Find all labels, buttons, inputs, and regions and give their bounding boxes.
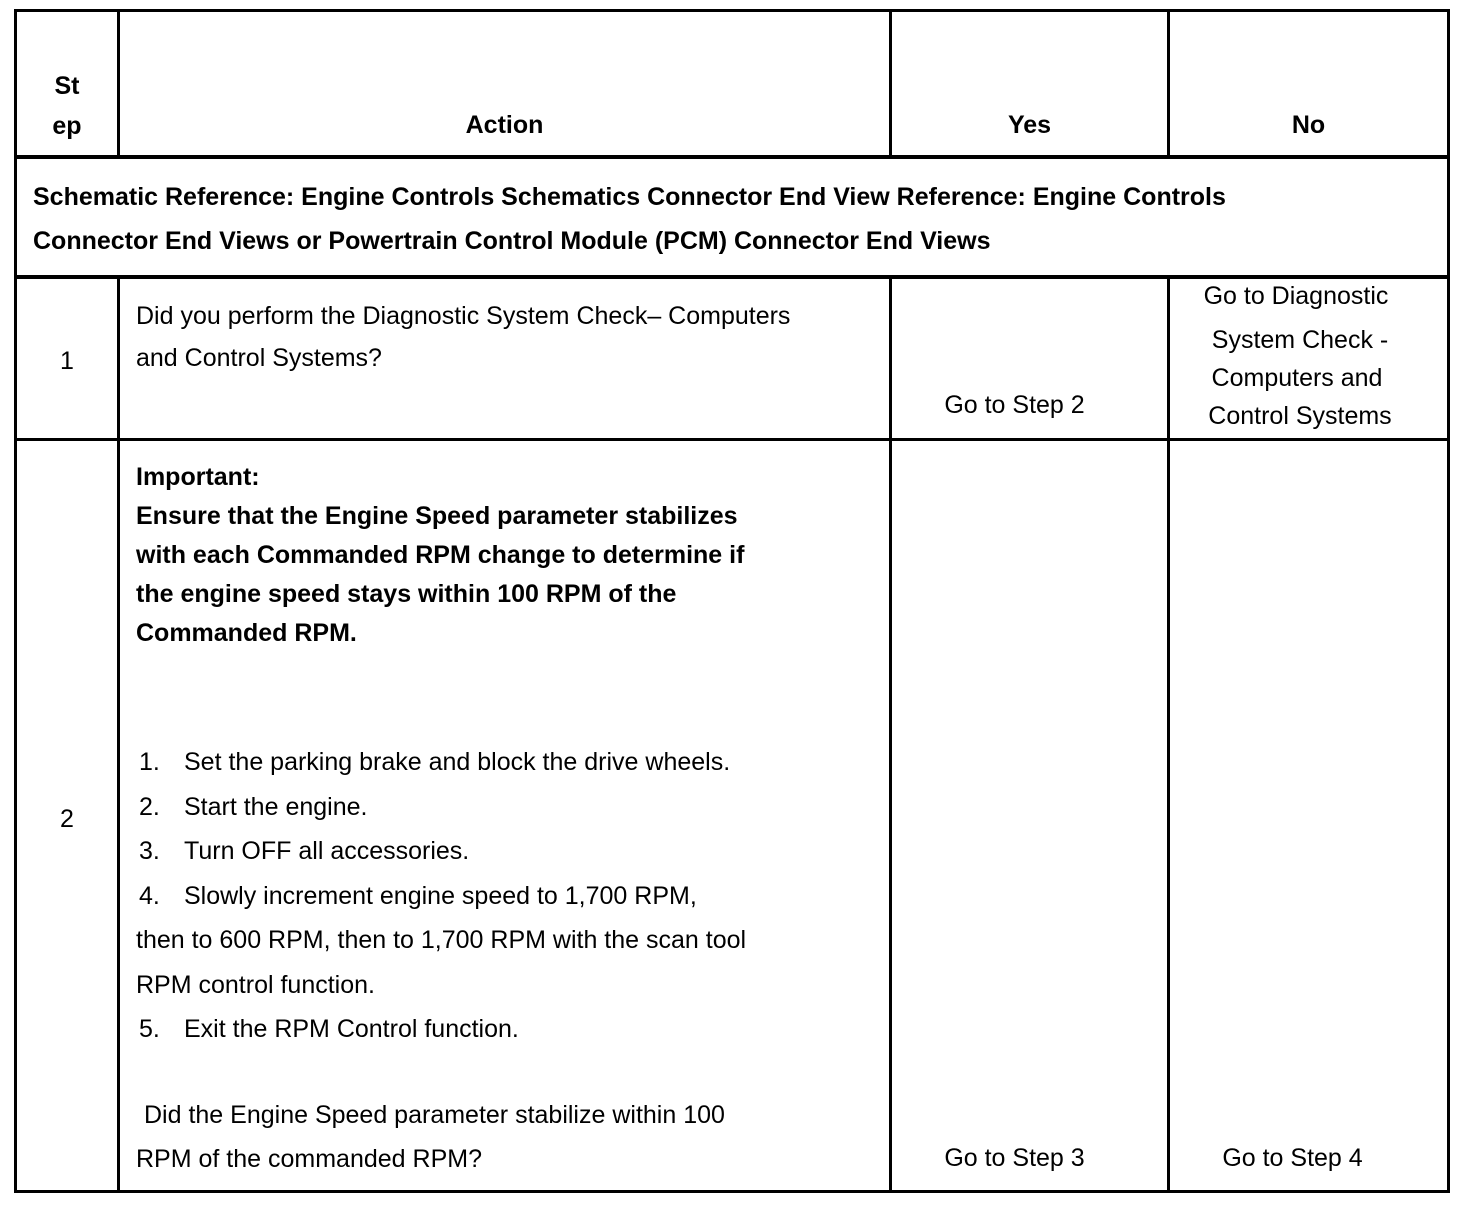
row1-no bbox=[1170, 276, 1430, 436]
row1-no-line: Computers and bbox=[1211, 364, 1383, 392]
header-no: No bbox=[1291, 111, 1326, 139]
col-divider-step bbox=[117, 277, 120, 1190]
row2-step: 2 bbox=[60, 805, 74, 833]
header-step-line1: St bbox=[54, 72, 80, 100]
procedure-step-text: Slowly increment engine speed to 1,700 RPM, bbox=[184, 881, 697, 910]
important-line: with each Commanded RPM change to determine if bbox=[136, 541, 745, 569]
important-label: Important: bbox=[136, 463, 260, 491]
diagnostic-table bbox=[14, 9, 1450, 1193]
important-line: Ensure that the Engine Speed parameter stabilizes bbox=[136, 502, 738, 530]
reference-line1: Schematic Reference: Engine Controls Schematics Connector End View Reference: Engine Controls bbox=[33, 183, 1226, 211]
reference-line2: Connector End Views or Powertrain Control Module (PCM) Connector End Views bbox=[33, 227, 991, 255]
procedure-continuation: RPM control function. bbox=[136, 970, 375, 999]
row1-no-line: Go to Diagnostic bbox=[1203, 282, 1389, 310]
procedure-step-number: 5. bbox=[139, 1015, 160, 1043]
row1-action bbox=[136, 295, 790, 379]
row1-action-line: and Control Systems? bbox=[136, 344, 382, 372]
procedure-step-number: 3. bbox=[139, 837, 160, 865]
row1-yes: Go to Step 2 bbox=[944, 391, 1085, 419]
procedure-step-number: 2. bbox=[139, 792, 160, 821]
row2-no: Go to Step 4 bbox=[1222, 1144, 1363, 1172]
row1-no-line: System Check - bbox=[1211, 326, 1389, 354]
important-line: the engine speed stays within 100 RPM of the bbox=[136, 580, 677, 608]
procedure-step-text: Start the engine. bbox=[184, 792, 368, 821]
row1-step: 1 bbox=[60, 347, 74, 375]
row1-divider bbox=[17, 438, 1447, 441]
important-line: Commanded RPM. bbox=[136, 619, 357, 647]
row2-important bbox=[136, 458, 744, 653]
procedure-step bbox=[136, 874, 746, 919]
question-line: RPM of the commanded RPM? bbox=[136, 1145, 482, 1173]
question-line: Did the Engine Speed parameter stabilize within 100 bbox=[144, 1101, 725, 1129]
procedure-continuation: then to 600 RPM, then to 1,700 RPM with the scan tool bbox=[136, 926, 747, 954]
header-step bbox=[17, 66, 117, 146]
header-step-line2: ep bbox=[52, 112, 82, 140]
procedure-step bbox=[136, 740, 746, 785]
row1-action-line: Did you perform the Diagnostic System Check– Computers bbox=[136, 302, 791, 330]
row2-question bbox=[136, 1093, 725, 1181]
header-divider bbox=[17, 155, 1447, 159]
procedure-step bbox=[136, 829, 746, 874]
schematic-reference bbox=[33, 175, 1226, 263]
row2-yes: Go to Step 3 bbox=[944, 1144, 1085, 1172]
procedure-step-text: Set the parking brake and block the drive wheels. bbox=[184, 748, 731, 776]
procedure-step bbox=[136, 1007, 746, 1052]
procedure-step bbox=[136, 785, 746, 830]
procedure-step-number: 1. bbox=[139, 748, 160, 776]
procedure-step-number: 4. bbox=[139, 881, 160, 910]
header-yes: Yes bbox=[1007, 111, 1052, 139]
header-action: Action bbox=[465, 111, 544, 139]
row1-no-line: Control Systems bbox=[1208, 402, 1392, 430]
procedure-step-text: Turn OFF all accessories. bbox=[184, 837, 470, 865]
procedure-step-text: Exit the RPM Control function. bbox=[184, 1015, 519, 1043]
row2-procedure bbox=[136, 740, 746, 1052]
